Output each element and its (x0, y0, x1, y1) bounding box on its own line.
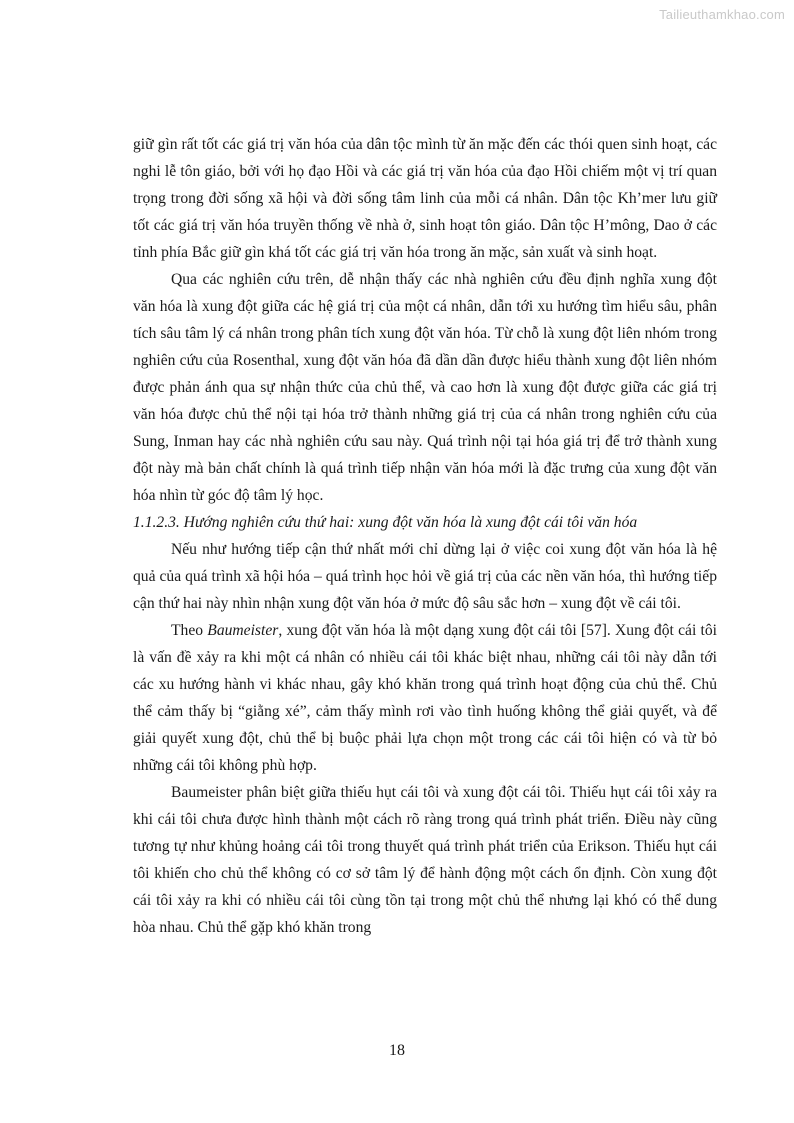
paragraph-5: Baumeister phân biệt giữa thiếu hụt cái tôi và xung đột cái tôi. Thiếu hụt cái tôi xảy ra khi cái tôi chưa được hình thành một cách rõ ràng trong quá trình phát triển. Điều này cũng tương tự như khủng hoảng cái tôi trong thuyết quá trình phát triển của Erikson. Thiếu hụt cái tôi khiến cho chủ thể không có cơ sở tâm lý để hành động một cách ổn định. Còn xung đột cái tôi xảy ra khi có nhiều cái tôi cùng tồn tại trong một chủ thể nhưng lại khó có thể dung hòa nhau. Chủ thể gặp khó khăn trong (133, 784, 717, 936)
paragraph-4 (133, 617, 717, 779)
paragraph-2: Qua các nghiên cứu trên, dễ nhận thấy các nhà nghiên cứu đều định nghĩa xung đột văn hóa là xung đột giữa các hệ giá trị của một cá nhân, dẫn tới xu hướng tìm hiểu sâu, phân tích sâu tâm lý cá nhân trong phân tích xung đột văn hóa. Từ chỗ là xung đột liên nhóm trong nghiên cứu của Rosenthal, xung đột văn hóa đã dần dần được hiểu thành xung đột liên nhóm được phản ánh qua sự nhận thức của chủ thể, và cao hơn là xung đột được giữa các giá trị văn hóa được chủ thể nội tại hóa trở thành những giá trị của cá nhân trong nghiên cứu của Sung, Inman hay các nhà nghiên cứu sau này. Quá trình nội tại hóa giá trị để trở thành xung đột này mà bản chất chính là quá trình tiếp nhận văn hóa mới là đặc trưng của xung đột văn hóa nhìn từ góc độ tâm lý học. (133, 271, 717, 504)
paragraph-4-rest: , xung đột văn hóa là một dạng xung đột cái tôi [57]. Xung đột cái tôi là vấn đề xảy ra khi một cá nhân có nhiều cái tôi khác biệt nhau, những cái tôi này dẫn tới các xu hướng hành vi khác nhau, gây khó khăn trong quá trình hoạt động của chủ thể. Chủ thể cảm thấy bị “giằng xé”, cảm thấy mình rơi vào tình huống không thể giải quyết, và để giải quyết xung đột, chủ thể bị buộc phải lựa chọn một trong các cái tôi hiện có và từ bỏ những cái tôi không phù hợp. (133, 622, 717, 774)
page-body (133, 131, 717, 941)
page-number: 18 (389, 1042, 405, 1059)
paragraph-4-lead: Theo (171, 622, 208, 639)
author-name-baumeister: Baumeister (207, 622, 279, 639)
watermark: Tailieuthamkhao.com (659, 7, 785, 22)
paragraph-3: Nếu như hướng tiếp cận thứ nhất mới chỉ dừng lại ở việc coi xung đột văn hóa là hệ quả của quá trình xã hội hóa – quá trình học hỏi về giá trị của các nền văn hóa, thì hướng tiếp cận thứ hai này nhìn nhận xung đột văn hóa ở mức độ sâu sắc hơn – xung đột về cái tôi. (133, 541, 717, 612)
paragraph-1: giữ gìn rất tốt các giá trị văn hóa của dân tộc mình từ ăn mặc đến các thói quen sinh hoạt, các nghi lễ tôn giáo, bởi với họ đạo Hồi và các giá trị văn hóa của đạo Hồi chiếm một vị trí quan trọng trong đời sống xã hội và đời sống tâm linh của mỗi cá nhân. Dân tộc Kh’mer lưu giữ tốt các giá trị văn hóa truyền thống về nhà ở, sinh hoạt tôn giáo. Dân tộc H’mông, Dao ở các tỉnh phía Bắc giữ gìn khá tốt các giá trị văn hóa trong ăn mặc, sản xuất và sinh hoạt. (133, 136, 717, 261)
section-heading: 1.1.2.3. Hướng nghiên cứu thứ hai: xung đột văn hóa là xung đột cái tôi văn hóa (133, 514, 638, 531)
